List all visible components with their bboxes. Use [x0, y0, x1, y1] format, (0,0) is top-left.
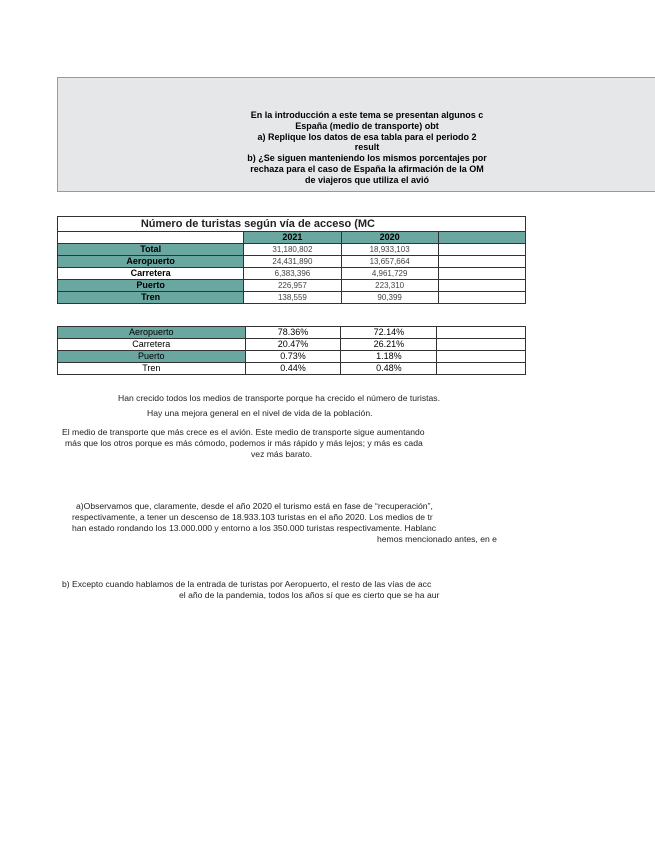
- table-row: [58, 351, 526, 363]
- note-line: han estado rondando los 13.000.000 y entorno a los 350.000 turistas respectivamente. Hablanc: [72, 523, 437, 533]
- note-line: El medio de transporte que más crece es el avión. Este medio de transporte sigue aumentando: [62, 427, 425, 437]
- cell-2020: 18,933,103: [341, 244, 438, 256]
- table-row: [58, 256, 526, 268]
- table-row: [58, 292, 526, 304]
- cell-cut: [438, 244, 525, 256]
- table-row: [58, 244, 526, 256]
- table-row: [58, 280, 526, 292]
- intro-line: En la introducción a este tema se presentan algunos c: [250, 110, 484, 120]
- intro-line: de viajeros que utiliza el avió: [304, 174, 430, 185]
- header-blank-cell: [58, 232, 244, 244]
- note-line: Hay una mejora general en el nivel de vida de la población.: [147, 408, 373, 418]
- row-label: Puerto: [58, 280, 244, 292]
- cell-cut: [438, 268, 525, 280]
- percentages-table: [57, 326, 526, 375]
- cell-2020: 0.48%: [341, 363, 437, 375]
- table-row: [58, 327, 526, 339]
- row-label: Aeropuerto: [58, 327, 246, 339]
- table-row: [58, 339, 526, 351]
- note-line: b) Excepto cuando hablamos de la entrada de turistas por Aeropuerto, el resto de las vías de acc: [62, 579, 432, 589]
- intro-text: [57, 110, 526, 186]
- cell-2021: 0.73%: [245, 351, 341, 363]
- note-line: más que los otros porque es más cómodo, podemos ir más rápido y más lejos; y más es cada: [65, 438, 423, 448]
- year-header-2021: 2021: [244, 232, 341, 244]
- cell-2020: 90,399: [341, 292, 438, 304]
- row-label: Total: [58, 244, 244, 256]
- row-label: Aeropuerto: [58, 256, 244, 268]
- cell-2020: 223,310: [341, 280, 438, 292]
- cell-cut: [437, 363, 526, 375]
- row-label: Puerto: [58, 351, 246, 363]
- note-line: el año de la pandemia, todos los años sí que es cierto que se ha aur: [179, 590, 440, 600]
- cell-2021: 31,180,802: [244, 244, 341, 256]
- cell-2020: 1.18%: [341, 351, 437, 363]
- cell-cut: [437, 339, 526, 351]
- year-header-2020: 2020: [341, 232, 438, 244]
- cell-2021: 226,957: [244, 280, 341, 292]
- row-label: Carretera: [58, 339, 246, 351]
- row-label: Tren: [58, 292, 244, 304]
- cell-2020: 13,657,664: [341, 256, 438, 268]
- note-line: Han crecido todos los medios de transporte porque ha crecido el número de turistas.: [118, 393, 440, 403]
- intro-line: result: [354, 142, 380, 153]
- note-line: a)Observamos que, claramente, desde el año 2020 el turismo está en fase de “recuperación”,: [76, 501, 433, 511]
- table-row: [58, 268, 526, 280]
- tourists-table: [57, 216, 526, 304]
- cell-2020: 72.14%: [341, 327, 437, 339]
- note-line: vez más barato.: [251, 449, 313, 459]
- cell-2020: 26.21%: [341, 339, 437, 351]
- cell-cut: [438, 280, 525, 292]
- cell-cut: [437, 327, 526, 339]
- cell-2021: 138,559: [244, 292, 341, 304]
- table-row: [58, 363, 526, 375]
- cell-cut: [438, 292, 525, 304]
- note-line: hemos mencionado antes, en e: [377, 534, 497, 544]
- note-line: respectivamente, a tener un descenso de 18.933.103 turistas en el año 2020. Los medios de tr: [72, 512, 433, 522]
- cell-2021: 0.44%: [245, 363, 341, 375]
- cell-2021: 20.47%: [245, 339, 341, 351]
- cell-cut: [437, 351, 526, 363]
- row-label: Carretera: [58, 268, 244, 280]
- intro-line: España (medio de transporte) obt: [295, 120, 439, 131]
- cell-cut: [438, 256, 525, 268]
- row-label: Tren: [58, 363, 246, 375]
- table-caption: Número de turistas según vía de acceso (MC: [58, 217, 526, 232]
- intro-line: a) Replique los datos de esa tabla para el periodo 2: [257, 131, 477, 142]
- intro-line: rechaza para el caso de España la afirmación de la OM: [250, 163, 484, 174]
- cell-2021: 78.36%: [245, 327, 341, 339]
- cell-2021: 24,431,890: [244, 256, 341, 268]
- cell-2021: 6,383,396: [244, 268, 341, 280]
- intro-line: b) ¿Se siguen manteniendo los mismos porcentajes por: [247, 153, 487, 164]
- year-header-cut: [438, 232, 525, 244]
- cell-2020: 4,961,729: [341, 268, 438, 280]
